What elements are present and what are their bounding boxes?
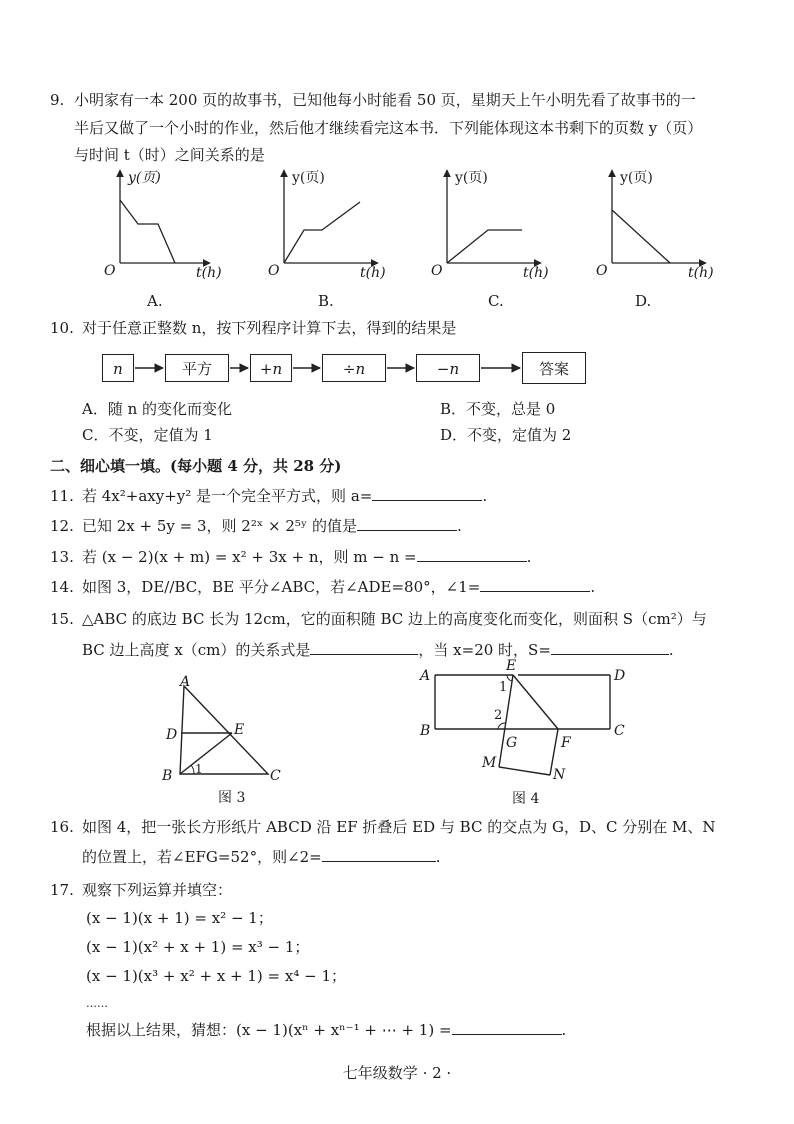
q12-number: 12. <box>50 517 74 535</box>
q15-number: 15. <box>50 610 74 628</box>
q14-number: 14. <box>50 578 74 596</box>
q14-text: 如图 3，DE//BC，BE 平分∠ABC，若∠ADE=80°，∠1= . <box>82 578 596 596</box>
fig3-label-b: B <box>162 768 173 784</box>
q17-eq1: (x − 1)(x + 1) = x² − 1； <box>86 909 273 927</box>
graph-d <box>596 170 714 310</box>
q13-text: 若 (x − 2)(x + m) = x² + 3x + n，则 m − n = . <box>82 548 532 566</box>
flow-box-divide-n: ÷n <box>322 354 386 382</box>
q16-line1: 如图 4，把一张长方形纸片 ABCD 沿 EF 折叠后 ED 与 BC 的交点为 G，D、C 分别在 M、N <box>82 818 716 836</box>
flow-box-plus-n: +n <box>250 354 292 382</box>
q15-answer-blank-2[interactable] <box>551 640 669 655</box>
graph-d-label: D. <box>635 292 652 310</box>
q9-line3: 与时间 t（时）之间关系的是 <box>74 146 265 164</box>
fig4-label-c: C <box>614 723 625 739</box>
graph-a-origin: O <box>104 263 116 279</box>
q17-eq3: (x − 1)(x³ + x² + x + 1) = x⁴ − 1； <box>86 967 347 985</box>
fig3-label-c: C <box>270 768 281 784</box>
graph-a-xlabel: t(h) <box>196 265 222 281</box>
fig4-label-f: F <box>561 735 571 751</box>
graph-b-xlabel: t(h) <box>360 265 386 281</box>
q17-number: 17. <box>50 881 74 899</box>
q12-text: 已知 2x + 5y = 3，则 2²ˣ × 2⁵ʸ 的值是 . <box>82 517 462 535</box>
graph-c <box>431 170 549 310</box>
q17-stem: 观察下列运算并填空： <box>82 881 233 899</box>
fig4-label-d: D <box>614 668 626 684</box>
graph-c-xlabel: t(h) <box>523 265 549 281</box>
graph-b-label: B. <box>318 292 334 310</box>
graph-d-xlabel: t(h) <box>688 265 714 281</box>
fig4-label-m: M <box>482 755 497 771</box>
graph-b <box>268 170 386 310</box>
q17-guess: 根据以上结果，猜想：(x − 1)(xⁿ + xⁿ⁻¹ + ⋯ + 1) = . <box>86 1021 567 1039</box>
q15-line1: △ABC 的底边 BC 长为 12cm，它的面积随 BC 边上的高度变化而变化，则面积 S（cm²）与 <box>82 610 707 628</box>
q13-answer-blank[interactable] <box>417 547 527 562</box>
q16-line2: 的位置上，若∠EFG=52°，则∠2= . <box>82 848 441 866</box>
page-footer: 七年级数学 · 2 · <box>342 1064 452 1082</box>
q10-number: 10. <box>50 319 74 337</box>
q9-line2: 半后又做了一个小时的作业，然后他才继续看完这本书．下列能体现这本书剩下的页数 y（页） <box>74 119 703 137</box>
figure-3 <box>150 668 300 808</box>
q9-line1: 小明家有一本 200 页的故事书，已知他每小时能看 50 页，星期天上午小明先看了故事书的一 <box>74 91 696 109</box>
q16-number: 16. <box>50 818 74 836</box>
graph-a-ylabel: y(页) <box>128 170 161 186</box>
q15-answer-blank-1[interactable] <box>310 640 418 655</box>
q11-answer-blank[interactable] <box>372 486 482 501</box>
q9-graphs <box>0 160 794 320</box>
fig4-label-n: N <box>553 767 566 783</box>
fig3-label-a: A <box>180 674 191 690</box>
fig3-label-e: E <box>234 722 245 738</box>
graph-a-label: A. <box>147 292 163 310</box>
graph-a <box>104 170 222 310</box>
flow-box-answer: 答案 <box>522 352 586 384</box>
flow-arrows <box>0 340 794 400</box>
section2-title: 二、细心填一填。(每小题 4 分，共 28 分) <box>50 457 342 475</box>
flow-box-minus-n: −n <box>416 354 480 382</box>
q10-option-d: D．不变，定值为 2 <box>440 426 572 444</box>
fig4-label-2: 2 <box>494 708 503 723</box>
q10-option-b: B．不变，总是 0 <box>440 400 556 418</box>
q13-number: 13. <box>50 548 74 566</box>
flow-box-n: n <box>102 354 134 382</box>
graph-b-ylabel: y(页) <box>292 170 325 186</box>
graph-c-ylabel: y(页) <box>455 170 488 186</box>
q15-line2: BC 边上高度 x（cm）的关系式是 ，当 x=20 时，S= . <box>82 641 674 659</box>
fig3-caption: 图 3 <box>218 790 246 806</box>
flow-box-square: 平方 <box>165 354 229 382</box>
graph-c-label: C. <box>488 292 504 310</box>
fig4-caption: 图 4 <box>512 791 540 807</box>
q11-number: 11. <box>50 487 74 505</box>
q14-answer-blank[interactable] <box>480 577 590 592</box>
q12-answer-blank[interactable] <box>357 516 457 531</box>
fig4-label-g: G <box>506 735 518 751</box>
fig4-label-a: A <box>420 668 431 684</box>
q17-dots: …… <box>86 997 108 1010</box>
fig4-label-b: B <box>420 723 431 739</box>
q11-text: 若 4x²+axy+y² 是一个完全平方式，则 a= . <box>82 487 488 505</box>
q17-eq2: (x − 1)(x² + x + 1) = x³ − 1； <box>86 938 310 956</box>
fig3-label-d: D <box>166 727 178 743</box>
q16-answer-blank[interactable] <box>322 847 436 862</box>
q10-option-c: C．不变，定值为 1 <box>82 426 213 444</box>
fig3-label-1: 1 <box>195 762 203 776</box>
fig4-label-e: E <box>506 658 517 674</box>
graph-c-origin: O <box>431 263 443 279</box>
q9-number: 9. <box>50 91 65 109</box>
q10-option-a: A．随 n 的变化而变化 <box>82 400 233 418</box>
figure-4 <box>410 655 640 815</box>
q17-answer-blank[interactable] <box>452 1020 562 1035</box>
graph-b-origin: O <box>268 263 280 279</box>
graph-d-ylabel: y(页) <box>620 170 653 186</box>
q10-stem: 对于任意正整数 n，按下列程序计算下去，得到的结果是 <box>82 319 457 337</box>
graph-d-origin: O <box>596 263 608 279</box>
fig4-label-1: 1 <box>499 680 508 695</box>
